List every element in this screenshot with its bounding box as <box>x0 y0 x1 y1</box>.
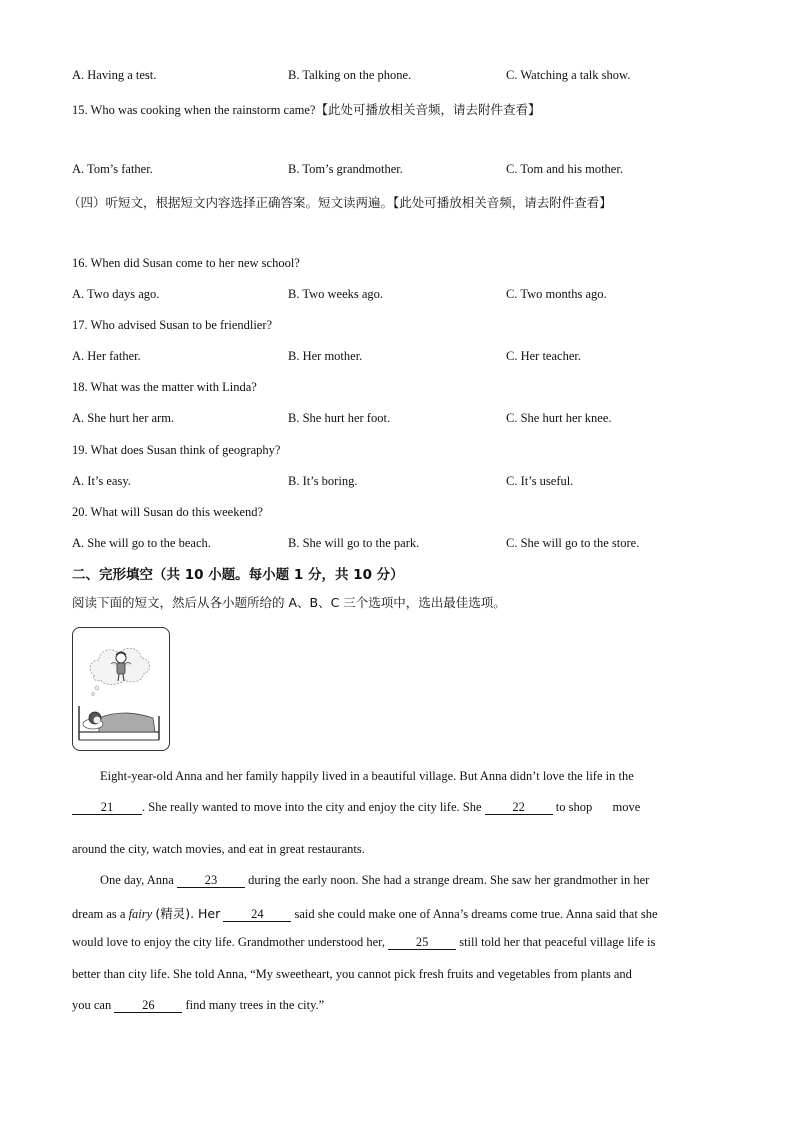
q19-question: 19. What does Susan think of geography? <box>72 443 281 457</box>
q18-question: 18. What was the matter with Linda? <box>72 380 257 394</box>
q20-option-b: B. She will go to the park. <box>288 536 420 550</box>
blank-24[interactable]: 24 <box>223 908 291 922</box>
part2-heading: 二、完形填空（共 10 小题。每小题 1 分，共 10 分） <box>72 567 404 583</box>
passage-line-7: better than city life. She told Anna, “My sweetheart, you cannot pick fresh fruits and vegetables from plants and <box>72 967 632 981</box>
passage-text: to shop <box>555 800 593 814</box>
passage-text: would love to enjoy the city life. Grandmother understood her, <box>72 935 385 949</box>
blank-25[interactable]: 25 <box>388 936 456 950</box>
passage-line-8 <box>72 998 720 1013</box>
passage-text: dream as a <box>72 907 126 921</box>
q16-option-b: B. Two weeks ago. <box>288 287 384 301</box>
passage-text: One day, Anna <box>100 873 174 887</box>
passage-text: move <box>612 800 641 814</box>
q14-option-b: B. Talking on the phone. <box>288 68 412 82</box>
q15-option-b: B. Tom’s grandmother. <box>288 162 403 176</box>
q14-option-c: C. Watching a talk show. <box>506 68 631 82</box>
q16-option-a: A. Two days ago. <box>72 287 160 301</box>
dream-illustration <box>72 627 170 751</box>
q19-option-a: A. It’s easy. <box>72 474 131 488</box>
q15-option-a: A. Tom’s father. <box>72 162 153 176</box>
q16-question: 16. When did Susan come to her new school? <box>72 256 300 270</box>
q16-option-c: C. Two months ago. <box>506 287 607 301</box>
q19-option-b: B. It’s boring. <box>288 474 358 488</box>
passage-text: you can <box>72 998 112 1012</box>
q17-question: 17. Who advised Susan to be friendlier? <box>72 318 273 332</box>
passage-line-6 <box>72 935 720 950</box>
q20-option-a: A. She will go to the beach. <box>72 536 211 550</box>
q15-question: 15. Who was cooking when the rainstorm came?【此处可播放相关音频，请去附件查看】 <box>72 103 541 117</box>
q20-question: 20. What will Susan do this weekend? <box>72 505 264 519</box>
q20-option-c: C. She will go to the store. <box>506 536 640 550</box>
fairy-translation: (精灵). Her <box>155 906 221 921</box>
q19-option-c: C. It’s useful. <box>506 474 574 488</box>
q14-option-a: A. Having a test. <box>72 68 157 82</box>
part2-instruction: 阅读下面的短文，然后从各小题所给的 A、B、C 三个选项中，选出最佳选项。 <box>72 595 506 610</box>
passage-text: during the early noon. She had a strange dream. She saw her grandmother in her <box>248 873 650 887</box>
section4-instruction: （四）听短文，根据短文内容选择正确答案。短文读两遍。【此处可播放相关音频，请去附件查看】 <box>68 195 612 210</box>
passage-line-2 <box>72 800 720 815</box>
q15-option-c: C. Tom and his mother. <box>506 162 623 176</box>
q18-option-c: C. She hurt her knee. <box>506 411 612 425</box>
blank-26[interactable]: 26 <box>114 999 182 1013</box>
fairy-word: fairy <box>128 907 153 921</box>
passage-line-1: Eight-year-old Anna and her family happily lived in a beautiful village. But Anna didn’t love the life in the <box>100 769 634 783</box>
passage-line-5 <box>72 904 720 922</box>
passage-text: . She really wanted to move into the city and enjoy the city life. She <box>142 800 482 814</box>
q17-option-c: C. Her teacher. <box>506 349 581 363</box>
q18-option-a: A. She hurt her arm. <box>72 411 175 425</box>
passage-text: still told her that peaceful village life is <box>459 935 656 949</box>
q17-option-a: A. Her father. <box>72 349 141 363</box>
blank-23[interactable]: 23 <box>177 874 245 888</box>
passage-text: find many trees in the city.” <box>185 998 325 1012</box>
blank-21[interactable]: 21 <box>72 801 142 815</box>
passage-text: said she could make one of Anna’s dreams come true. Anna said that she <box>294 907 658 921</box>
q17-option-b: B. Her mother. <box>288 349 363 363</box>
passage-line-3: around the city, watch movies, and eat in great restaurants. <box>72 842 365 856</box>
blank-22[interactable]: 22 <box>485 801 553 815</box>
q18-option-b: B. She hurt her foot. <box>288 411 391 425</box>
passage-line-4 <box>72 873 748 888</box>
sleeping-girl-dream-image <box>73 628 169 750</box>
